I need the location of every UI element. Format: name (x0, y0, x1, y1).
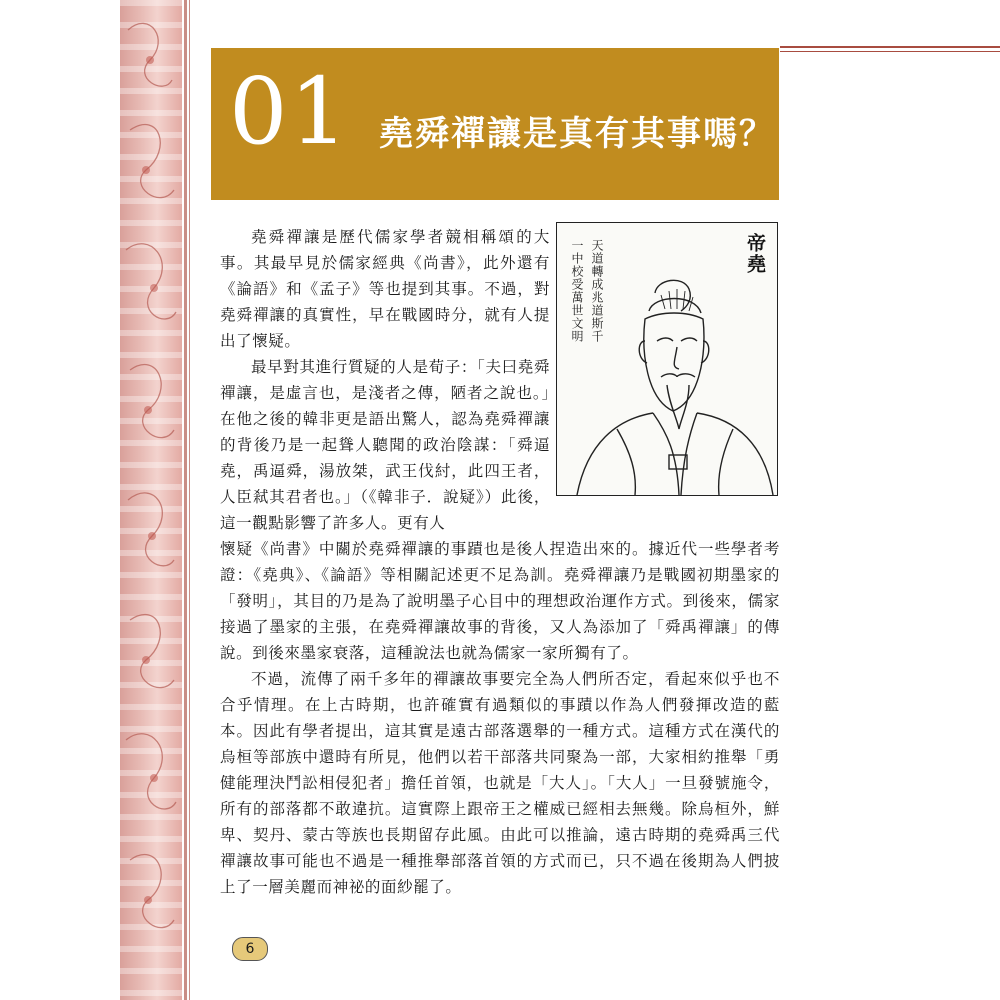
header-rule-thin (780, 51, 1000, 52)
chapter-title: 堯舜禪讓是真有其事嗎？ (379, 114, 775, 154)
paragraph-1: 堯舜禪讓是歷代儒家學者競相稱頌的大事。其最早見於儒家經典《尚書》，此外還有《論語》和《孟子》等也提到其事。不過，對堯舜禪讓的真實性，早在戰國時分，就有人提出了懷疑。 (220, 228, 550, 350)
paragraph-2-part-b: 懷疑《尚書》中關於堯舜禪讓的事蹟也是後人捏造出來的。據近代一些學者考證：《堯典》、《論語》等相關記述更不足為訓。堯舜禪讓乃是戰國初期墨家的「發明」，其目的乃是為了說明墨子心目中的理想政治運作方式。到後來，儒家接過了墨家的主張，在堯舜禪讓故事的背後，又人為添加了「舜禹禪讓」的傳說。到後來墨家衰落，這種說法也就為儒家一家所獨有了。 (220, 540, 780, 662)
article-body (220, 224, 780, 900)
paragraph-3: 不過，流傳了兩千多年的禪讓故事要完全為人們所否定，看起來似乎也不合乎情理。在上古時期，也許確實有過類似的事蹟以作為人們發揮改造的藍本。因此有學者提出，這其實是遠古部落選舉的一種方式。這種方式在漢代的烏桓等部族中還時有所見，他們以若干部落共同聚為一部，大家相約推舉「勇健能理決鬥訟相侵犯者」擔任首領，也就是「大人」。「大人」一旦發號施令，所有的部落都不敢違抗。這實際上跟帝王之權威已經相去無幾。除烏桓外，鮮卑、契丹、蒙古等族也長期留存此風。由此可以推論，遠古時期的堯舜禹三代禪讓故事可能也不過是一種推舉部落首領的方式而已，只不過在後期為人們披上了一層美麗而神祕的面紗罷了。 (220, 670, 780, 896)
header-rule (780, 46, 1000, 48)
chapter-number: 01 (229, 58, 351, 165)
portrait-verse-line: 天道轉成兆道斯千 (590, 239, 604, 343)
border-rule-thin (189, 0, 190, 1000)
page-number: 6 (232, 937, 268, 961)
portrait-verse-line: 一中校受萬世文明 (570, 239, 584, 343)
dragon-pattern-icon (120, 0, 182, 1000)
border-rule (184, 0, 187, 1000)
paragraph-2-part-a: 最早對其進行質疑的人是荀子：「夫曰堯舜禪讓，是虛言也，是淺者之傳，陋者之說也。」在他之後的韓非更是語出驚人，認為堯舜禪讓的背後乃是一起聳人聽聞的政治陰謀：「舜逼堯，禹逼舜，湯放桀，武王伐紂，此四王者，人臣弒其君者也。」（《韓非子．說疑》）此後，這一觀點影響了許多人。更有人 (220, 358, 550, 532)
portrait-caption-name: 帝堯 (744, 233, 766, 275)
chapter-banner (211, 48, 779, 200)
decorative-border (120, 0, 182, 1000)
